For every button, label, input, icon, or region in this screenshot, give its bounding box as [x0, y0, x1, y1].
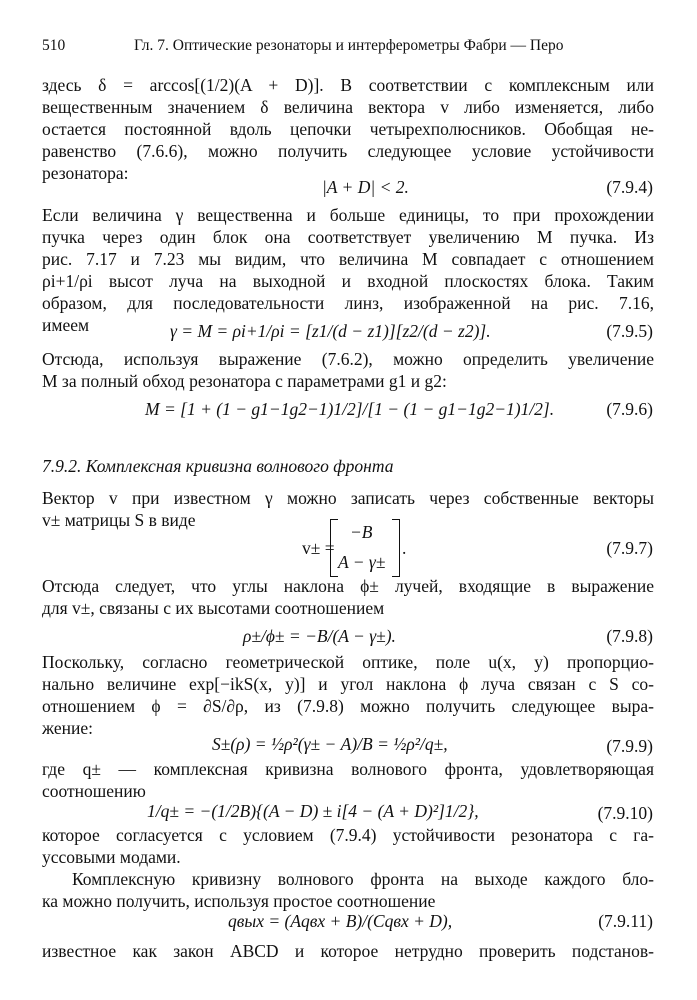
text-line: вещественным значением δ величина вектора v либо изменяется, либо [42, 97, 654, 117]
text-line: отношением ϕ = ∂S/∂ρ, из (7.9.8) можно получить следующее выра- [42, 696, 654, 716]
text-line: Если величина γ вещественна и больше единицы, то при прохождении [42, 205, 654, 225]
equation-7-9-4: |A + D| < 2. [322, 177, 409, 197]
text-line: здесь δ = arccos[(1/2)(A + D)]. В соответствии с комплексным или [42, 75, 654, 95]
text-line: нально величине exp[−ikS(x, y)] и угол наклона ϕ луча связан с S со- [42, 674, 654, 694]
text-line: ка можно получить, используя простое соотношение [42, 891, 436, 911]
equation-7-9-10: 1/q± = −(1/2B){(A − D) ± i[4 − (A + D)²]1/2}, [147, 801, 479, 821]
text-line: которое согласуется с условием (7.9.4) устойчивости резонатора с га- [42, 825, 654, 845]
text-line: v± матрицы S в виде [42, 510, 196, 530]
bracket-right [392, 519, 400, 577]
bracket-left [330, 519, 338, 577]
equation-7-9-8: ρ±/ϕ± = −B/(A − γ±). [243, 626, 396, 646]
text-line: где q± — комплексная кривизна волнового фронта, удовлетворяющая [42, 759, 654, 779]
text-line: известное как закон ABCD и которое нетрудно проверить подстанов- [42, 941, 654, 961]
text-line: уссовыми модами. [42, 847, 181, 867]
text-line: жение: [42, 718, 93, 738]
equation-7-9-6: M = [1 + (1 − g1−1g2−1)1/2]/[1 − (1 − g1−1g2−1)1/2]. [145, 399, 555, 419]
section-heading: 7.9.2. Комплексная кривизна волнового фронта [42, 456, 394, 476]
equation-7-9-11: qвых = (Aqвх + B)/(Cqвх + D), [228, 911, 453, 931]
equation-tail: . [402, 538, 407, 558]
text-line: остается постоянной вдоль цепочки четырехполюсников. Обобщая не- [42, 119, 654, 139]
running-title: Гл. 7. Оптические резонаторы и интерферометры Фабри — Перо [134, 37, 564, 54]
text-line: Отсюда, используя выражение (7.6.2), можно определить увеличение [42, 349, 654, 369]
equation-number: (7.9.7) [606, 538, 653, 558]
text-line: рис. 7.17 и 7.23 мы видим, что величина M совпадает с отношением [42, 249, 654, 269]
text-line: Вектор v при известном γ можно записать через собственные векторы [42, 488, 654, 508]
text-line: имеем [42, 315, 90, 335]
text-line: равенство (7.6.6), можно получить следующее условие устойчивости [42, 141, 654, 161]
text-line: для v±, связаны с их высотами соотношением [42, 598, 385, 618]
text-line: образом, для последовательности линз, изображенной на рис. 7.16, [42, 293, 654, 313]
equation-7-9-9: S±(ρ) = ½ρ²(γ± − A)/B = ½ρ²/q±, [212, 734, 448, 754]
equation-number: (7.9.9) [606, 736, 653, 756]
text-line: ρi+1/ρi высот луча на выходной и входной плоскостях блока. Таким [42, 271, 654, 291]
equation-number: (7.9.4) [606, 177, 653, 197]
text-line: резонатора: [42, 163, 129, 183]
text-line: пучка через один блок она соответствует увеличению M пучка. Из [42, 227, 654, 247]
equation-7-9-7 [302, 519, 400, 577]
text-line: Поскольку, согласно геометрической оптике, поле u(x, y) пропорцио- [42, 652, 654, 672]
text-line: Комплексную кривизну волнового фронта на выходе каждого бло- [72, 869, 654, 889]
matrix-bottom: A − γ± [338, 552, 386, 572]
text-line: соотношению [42, 781, 146, 801]
text-line: Отсюда следует, что углы наклона ϕ± лучей, входящие в выражение [42, 576, 654, 596]
equation-number: (7.9.10) [597, 803, 653, 823]
equation-number: (7.9.11) [598, 911, 653, 931]
matrix-top: −B [350, 522, 373, 542]
equation-7-9-5: γ = M = ρi+1/ρi = [z1/(d − z1)][z2/(d − z2)]. [170, 321, 491, 341]
equation-number: (7.9.6) [606, 399, 653, 419]
equation-number: (7.9.5) [606, 321, 653, 341]
vector-label: v± = [302, 538, 335, 558]
equation-number: (7.9.8) [606, 626, 653, 646]
page-number: 510 [42, 37, 66, 54]
text-line: M за полный обход резонатора с параметрами g1 и g2: [42, 371, 447, 391]
